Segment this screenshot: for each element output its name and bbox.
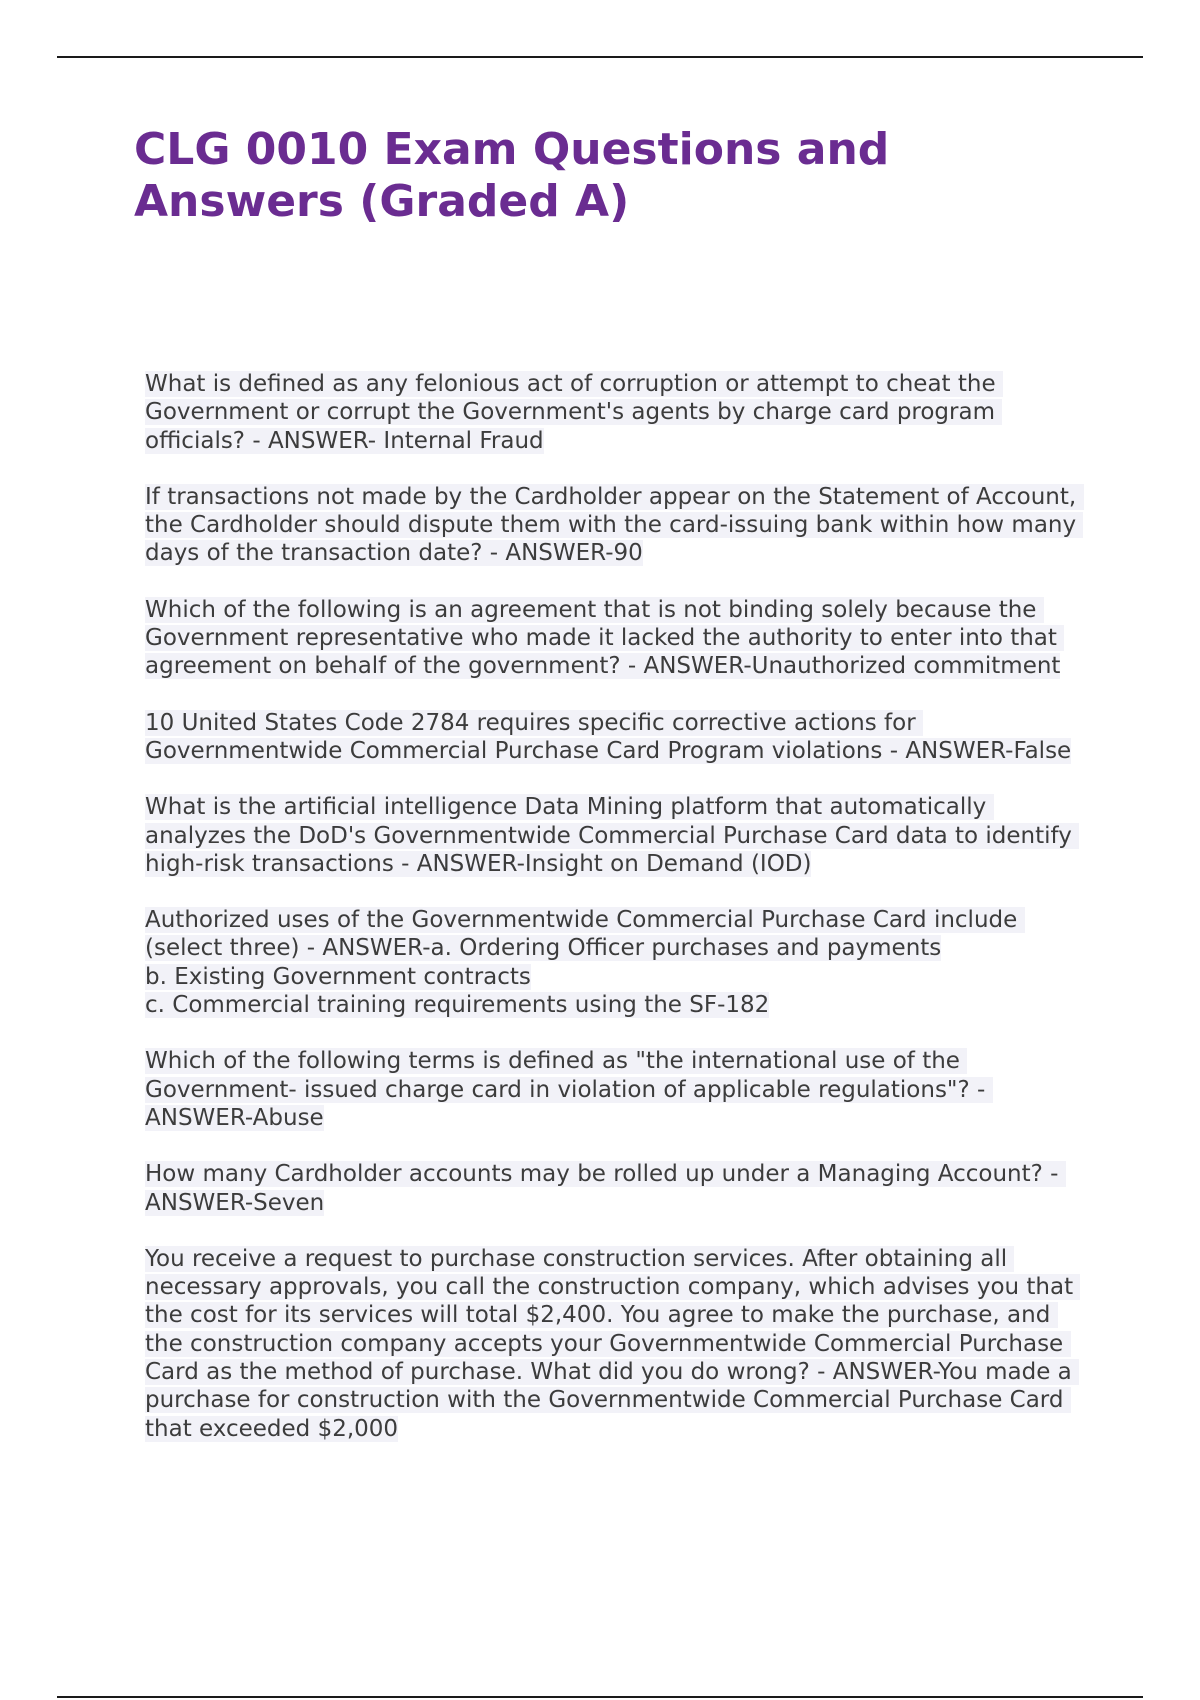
qa-continuation-text: b. Existing Government contracts bbox=[145, 963, 531, 990]
qa-text: Authorized uses of the Governmentwide Commercial Purchase Card include (select three) - ANSWER-a. Ordering Officer purchases and payments bbox=[145, 907, 1025, 962]
bottom-rule bbox=[57, 1696, 1143, 1698]
qa-text: If transactions not made by the Cardholder appear on the Statement of Account, the Cardholder should dispute them with the card-issuing bank within how many days of the transaction date? - ANSWER-90 bbox=[145, 483, 1084, 567]
qa-text: You receive a request to purchase construction services. After obtaining all necessary approvals, you call the construction company, which advises you that the cost for its services will total $2,400. You agree to make the purchase, and the construction company accepts your Governmentwide Commercial Purchase Card as the method of purchase. What did you do wrong? - ANSWER-You made a purchase for construction with the Governmentwide Commercial Purchase Card that exceeded $2,000 bbox=[145, 1245, 1081, 1442]
qa-text: How many Cardholder accounts may be rolled up under a Managing Account? - ANSWER-Seven bbox=[145, 1161, 1066, 1216]
qa-item bbox=[145, 906, 1080, 1019]
qa-text: Which of the following is an agreement that is not binding solely because the Government representative who made it lacked the authority to enter into that agreement on behalf of the government? - ANSWER-Unauthorized commitment bbox=[145, 596, 1065, 680]
qa-item bbox=[145, 370, 1080, 455]
qa-list bbox=[145, 370, 1084, 1471]
qa-text: 10 United States Code 2784 requires specific corrective actions for Governmentwide Commercial Purchase Card Program violations - ANSWER-False bbox=[145, 709, 1072, 764]
qa-item bbox=[145, 1160, 1080, 1217]
qa-continuation-line bbox=[145, 991, 1080, 1019]
document-title: CLG 0010 Exam Questions and Answers (Graded A) bbox=[134, 124, 890, 227]
qa-item bbox=[145, 1245, 1080, 1443]
qa-item bbox=[145, 1047, 1080, 1132]
qa-item bbox=[145, 483, 1084, 568]
qa-continuation-line bbox=[145, 963, 1080, 991]
qa-item bbox=[145, 709, 1080, 766]
qa-item bbox=[145, 596, 1080, 681]
qa-continuation-text: c. Commercial training requirements using the SF-182 bbox=[145, 992, 770, 1019]
qa-text: Which of the following terms is defined as "the international use of the Government- issued charge card in violation of applicable regulations"? - ANSWER-Abuse bbox=[145, 1048, 993, 1131]
qa-text: What is defined as any felonious act of corruption or attempt to cheat the Government or corrupt the Government's agents by charge card program officials? - ANSWER- Internal Fraud bbox=[145, 371, 1003, 454]
qa-item bbox=[145, 793, 1080, 878]
top-rule bbox=[57, 56, 1143, 58]
qa-text: What is the artificial intelligence Data Mining platform that automatically analyzes the DoD's Governmentwide Commercial Purchase Card data to identify high-risk transactions - ANSWER-Insight on Demand (IOD) bbox=[145, 794, 1080, 877]
